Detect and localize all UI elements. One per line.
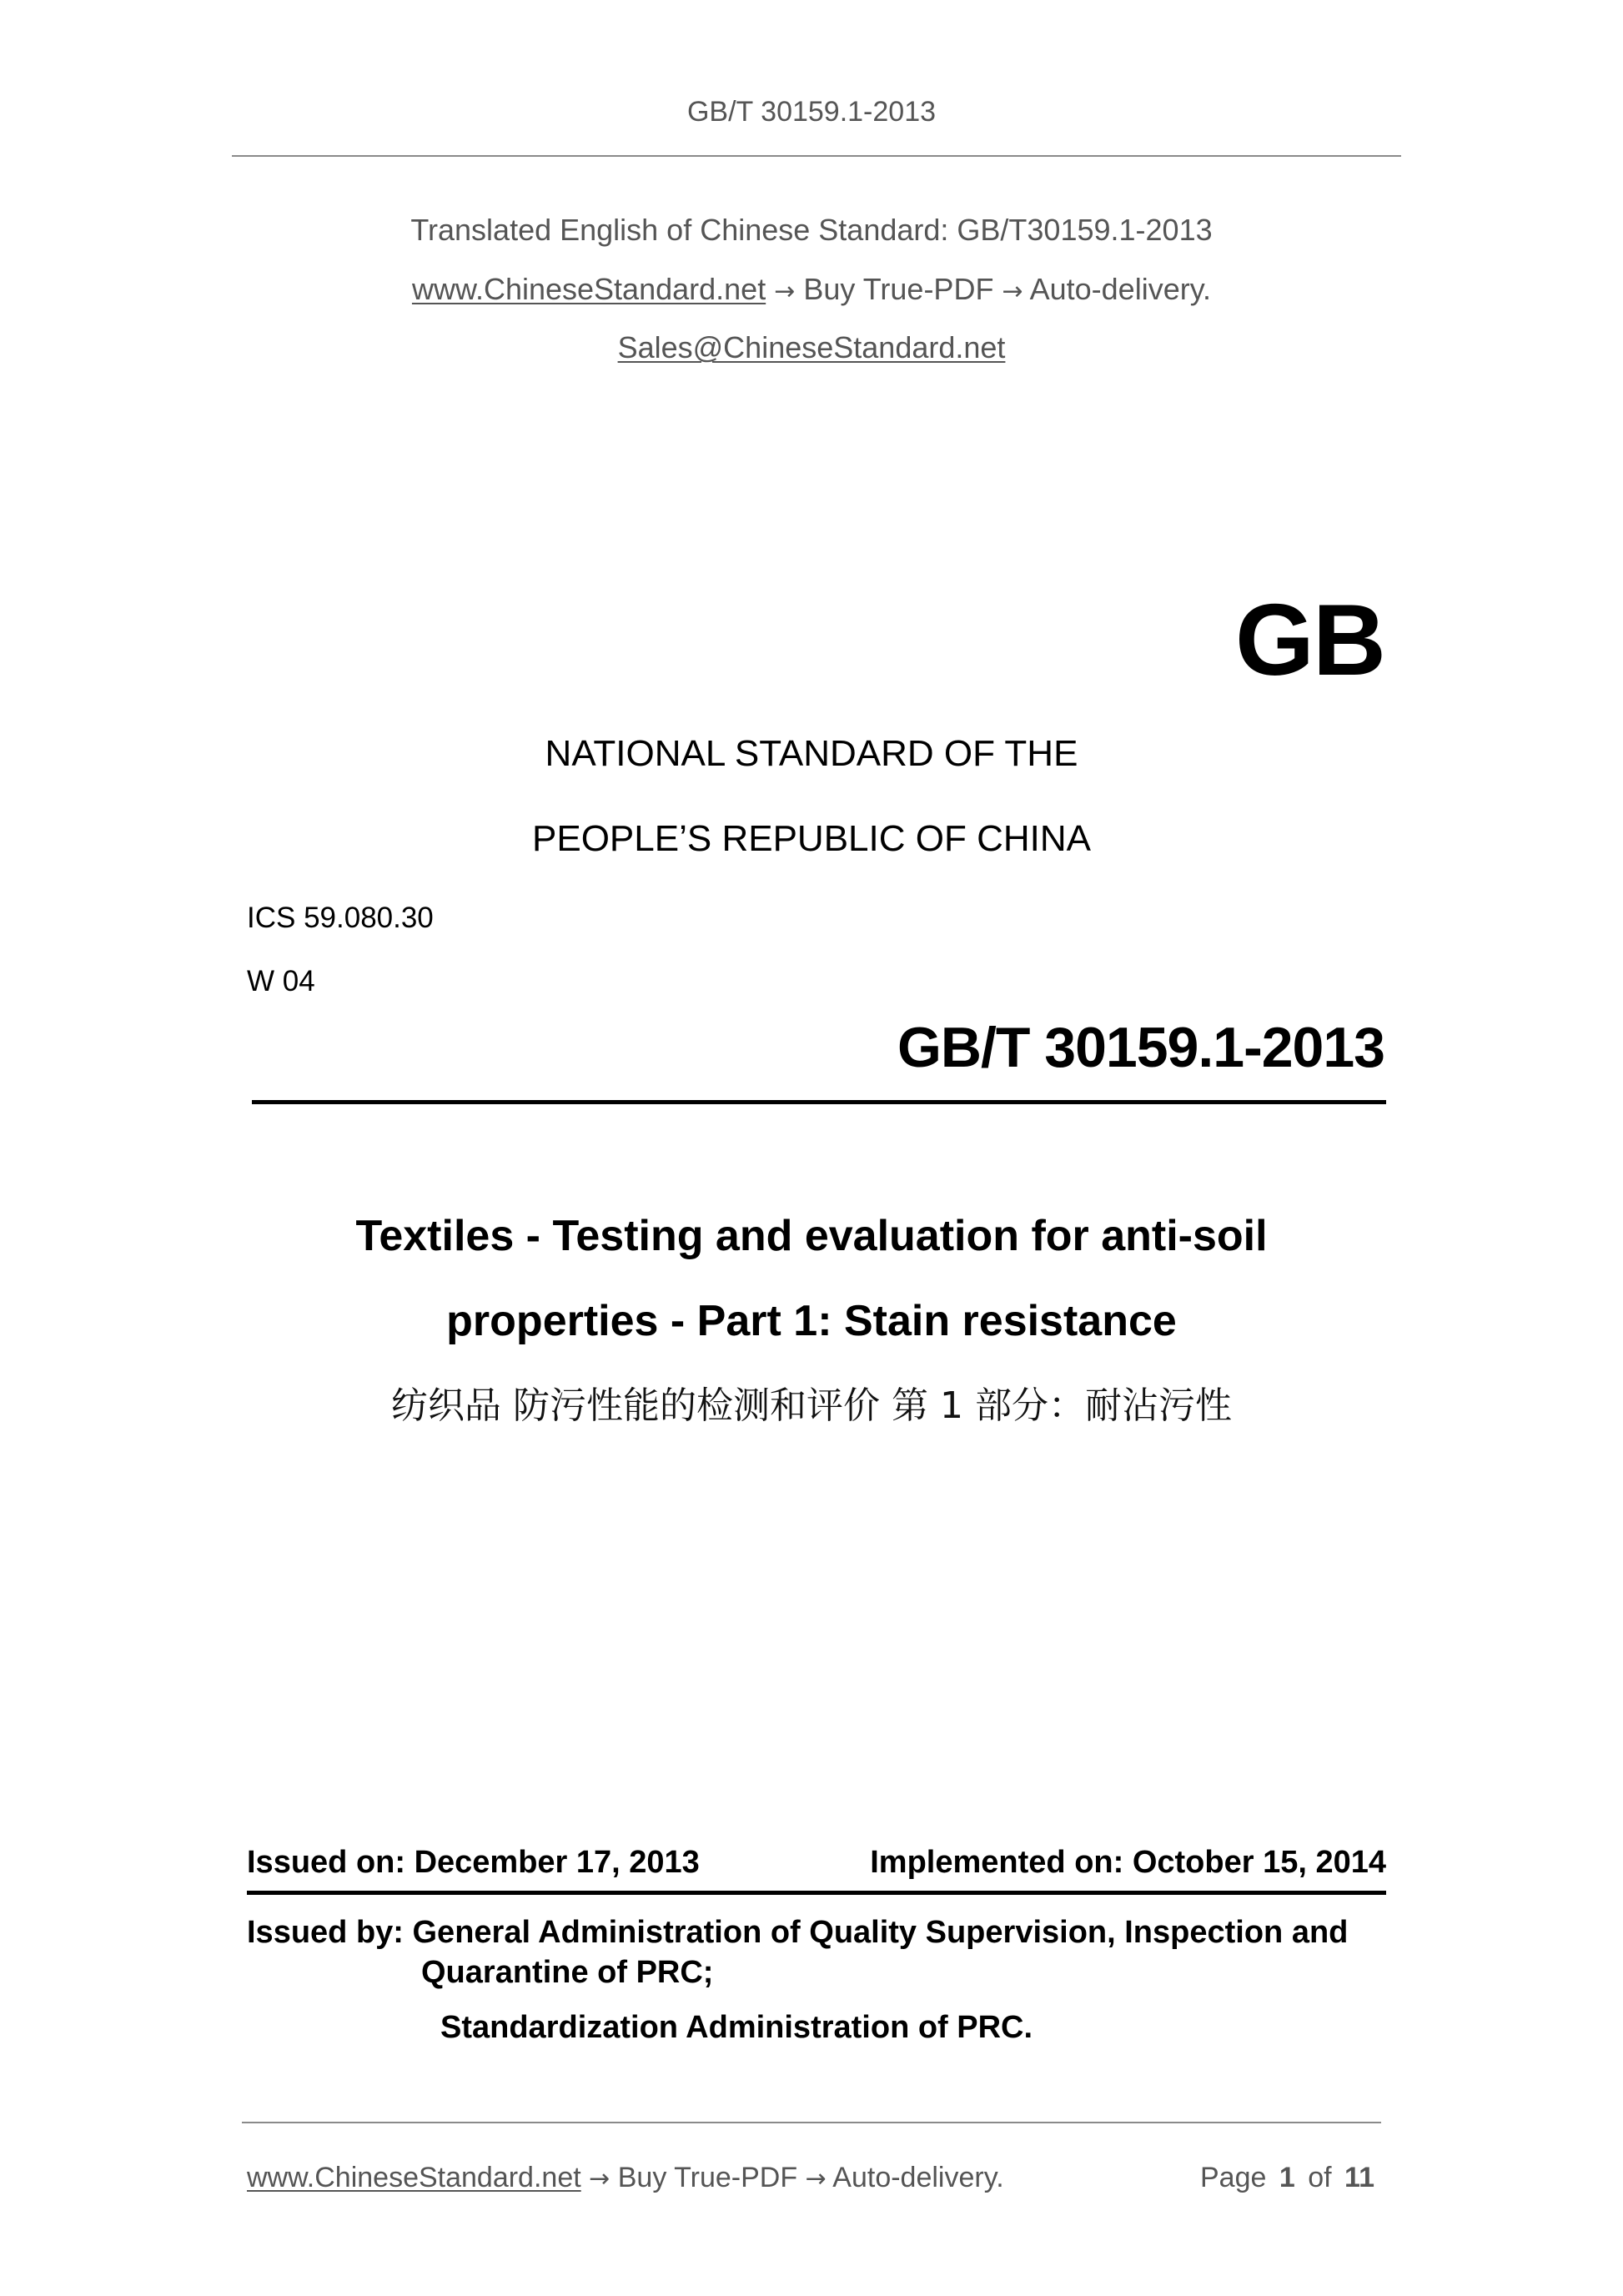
issue-dates-row (247, 1846, 1386, 1878)
footer-site-link[interactable]: www.ChineseStandard.net (247, 2162, 581, 2193)
page-total: 11 (1344, 2162, 1374, 2193)
page-current: 1 (1279, 2162, 1295, 2193)
auto-delivery-text: Auto-delivery. (1029, 272, 1212, 306)
header-divider (232, 155, 1401, 157)
issue-divider (247, 1891, 1386, 1895)
implemented-on-date: Implemented on: October 15, 2014 (870, 1845, 1386, 1880)
issued-by-line3: Standardization Administration of PRC. (440, 2010, 1033, 2045)
issued-by-line1: Issued by: General Administration of Quality Supervision, Inspection and (247, 1915, 1349, 1950)
page-label: Page (1200, 2162, 1267, 2193)
english-title-line2: properties - Part 1: Stain resistance (446, 1297, 1177, 1345)
arrow-right-icon: → (805, 2164, 827, 2193)
ics-code: ICS 59.080.30 (247, 902, 434, 934)
page-indicator (1200, 2163, 1374, 2192)
national-standard-line1: NATIONAL STANDARD OF THE (545, 733, 1078, 774)
site-link[interactable]: www.ChineseStandard.net (411, 272, 766, 306)
sales-email-line (0, 330, 1623, 364)
title-divider (252, 1100, 1386, 1104)
arrow-right-icon: → (589, 2164, 611, 2193)
page-of-label: of (1308, 2162, 1332, 2193)
sales-email-link[interactable]: Sales@ChineseStandard.net (617, 330, 1006, 364)
footer-divider (242, 2122, 1381, 2123)
chinese-title: 纺织品 防污性能的检测和评价 第 1 部分：耐沾污性 (391, 1384, 1232, 1427)
running-header: GB/T 30159.1-2013 (686, 96, 937, 128)
issued-on-date: Issued on: December 17, 2013 (247, 1845, 700, 1880)
arrow-right-icon: → (1002, 277, 1023, 306)
english-title-line1: Textiles - Testing and evaluation for anti-soil (355, 1212, 1268, 1260)
document-number: GB/T 30159.1-2013 (897, 1016, 1384, 1079)
ccs-code: W 04 (247, 965, 315, 997)
purchase-line (0, 274, 1623, 304)
translated-notice: Translated English of Chinese Standard: GB/T30159.1-2013 (410, 213, 1213, 247)
national-standard-line2: PEOPLE’S REPUBLIC OF CHINA (532, 818, 1091, 859)
arrow-right-icon: → (774, 277, 796, 306)
footer-delivery-text: Auto-delivery. (832, 2162, 1004, 2193)
issued-by-line2: Quarantine of PRC; (421, 1955, 714, 1990)
buy-true-pdf-text: Buy True-PDF (803, 272, 994, 306)
gb-logo-mark: GB (1235, 583, 1384, 696)
footer-buy-text: Buy True-PDF (617, 2162, 798, 2193)
footer-purchase-line (247, 2163, 1004, 2192)
